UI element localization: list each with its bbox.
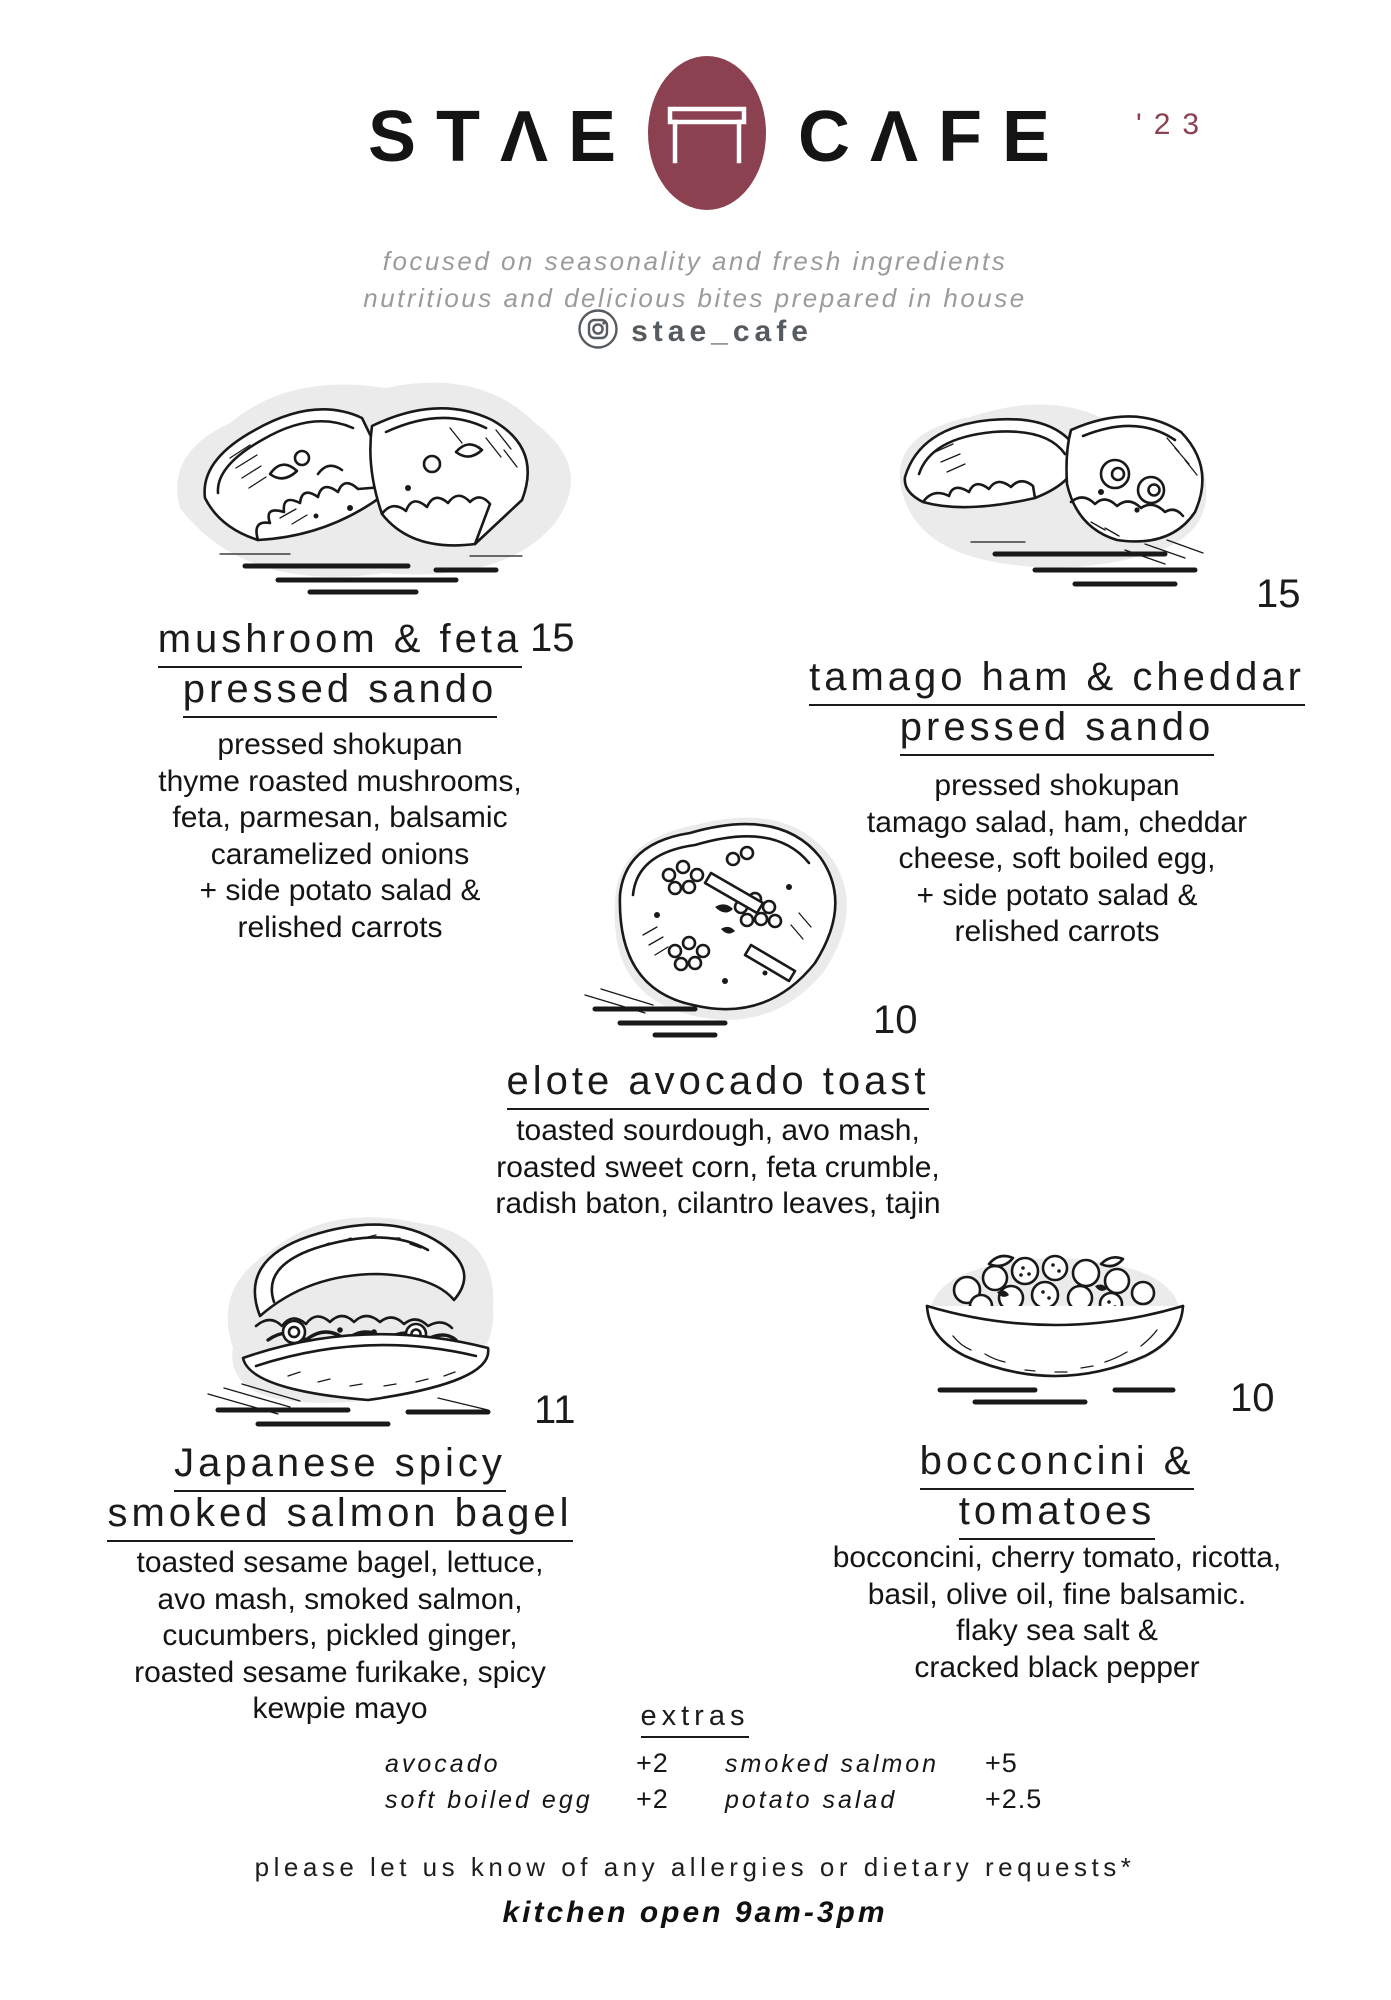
extra-item-price: +2.5 bbox=[985, 1784, 1043, 1814]
kitchen-hours: kitchen open 9am-3pm bbox=[502, 1896, 888, 1929]
bocconcini-bowl-illustration bbox=[905, 1218, 1205, 1419]
year-badge: '23 bbox=[1136, 108, 1212, 141]
salmon-bagel-illustration bbox=[198, 1198, 528, 1441]
description-line: flaky sea salt & bbox=[956, 1614, 1158, 1647]
description-line: avo mash, smoked salmon, bbox=[157, 1582, 523, 1616]
description-line: bocconcini, cherry tomato, ricotta, bbox=[832, 1541, 1282, 1574]
item-title-line: Japanese spicy bbox=[174, 1441, 506, 1492]
description-line: tamago salad, ham, cheddar bbox=[866, 805, 1248, 839]
item-price: 15 bbox=[1256, 572, 1301, 616]
description-line: cracked black pepper bbox=[914, 1650, 1200, 1684]
description-line: toasted sourdough, avo mash, bbox=[516, 1114, 920, 1147]
description-line: thyme roasted mushrooms, bbox=[158, 764, 522, 798]
description-line: pressed shokupan bbox=[217, 728, 463, 761]
extra-item-label: smoked salmon bbox=[725, 1750, 940, 1778]
description-line: + side potato salad & bbox=[916, 878, 1198, 912]
description-line: kewpie mayo bbox=[252, 1692, 428, 1725]
tagline-line-1: focused on seasonality and fresh ingredients bbox=[382, 246, 1008, 276]
extra-item-price: +2 bbox=[636, 1784, 669, 1814]
item-title-line: smoked salmon bagel bbox=[107, 1491, 572, 1542]
description-line: relished carrots bbox=[954, 915, 1160, 948]
item-title bbox=[60, 1438, 620, 1538]
item-price: 10 bbox=[1230, 1376, 1275, 1420]
logo-badge bbox=[648, 56, 766, 210]
pressed-sando-illustration bbox=[150, 368, 610, 613]
item-title-line: bocconcini & bbox=[920, 1439, 1195, 1490]
item-price: 11 bbox=[534, 1388, 576, 1432]
item-title bbox=[90, 614, 590, 714]
description-line: cheese, soft boiled egg, bbox=[898, 842, 1216, 875]
description-line: pressed shokupan bbox=[934, 769, 1180, 802]
instagram-handle: stae_cafe bbox=[631, 314, 813, 348]
instagram-icon bbox=[577, 308, 619, 355]
item-price: 15 bbox=[530, 616, 575, 660]
description-line: cucumbers, pickled ginger, bbox=[162, 1619, 518, 1652]
item-title-line: mushroom & feta bbox=[158, 617, 523, 668]
instagram-row bbox=[445, 308, 945, 355]
item-description bbox=[777, 1540, 1337, 1686]
item-title-line: elote avocado toast bbox=[507, 1059, 930, 1110]
logo-text-cafe: CΛFE bbox=[798, 97, 1071, 177]
description-line: roasted sweet corn, feta crumble, bbox=[496, 1150, 940, 1184]
item-title bbox=[807, 1436, 1307, 1536]
description-line: radish baton, cilantro leaves, tajin bbox=[495, 1187, 941, 1220]
description-line: roasted sesame furikake, spicy bbox=[134, 1655, 546, 1689]
tagline bbox=[295, 243, 1095, 317]
item-title-line: tamago ham & cheddar bbox=[809, 655, 1305, 706]
description-line: relished carrots bbox=[237, 910, 443, 944]
item-description bbox=[90, 727, 590, 946]
allergy-note: please let us know of any allergies or dietary requests* bbox=[254, 1852, 1136, 1882]
tamago-sando-illustration bbox=[875, 382, 1230, 605]
item-title bbox=[468, 1056, 968, 1106]
item-title bbox=[797, 652, 1317, 752]
item-title-line: tomatoes bbox=[959, 1489, 1156, 1540]
extra-item-label: avocado bbox=[385, 1750, 501, 1778]
item-title-line: pressed sando bbox=[183, 667, 497, 718]
extra-item-price: +5 bbox=[985, 1748, 1018, 1778]
item-price: 10 bbox=[873, 998, 918, 1042]
tagline-line-2: nutritious and delicious bites prepared in house bbox=[363, 283, 1027, 313]
extra-item-label: soft boiled egg bbox=[385, 1786, 593, 1814]
extras-title bbox=[595, 1700, 795, 1733]
table-icon bbox=[661, 85, 753, 182]
description-line: caramelized onions bbox=[210, 837, 470, 871]
description-line: + side potato salad & bbox=[199, 874, 481, 907]
extra-item-price: +2 bbox=[636, 1748, 669, 1778]
logo-text-stae: STΛE bbox=[368, 97, 637, 177]
item-title-line: pressed sando bbox=[900, 705, 1214, 756]
description-line: feta, parmesan, balsamic bbox=[172, 801, 508, 834]
extras-title-text: extras bbox=[641, 1700, 750, 1738]
description-line: toasted sesame bagel, lettuce, bbox=[136, 1546, 544, 1579]
elote-toast-illustration bbox=[565, 795, 870, 1052]
description-line: basil, olive oil, fine balsamic. bbox=[867, 1577, 1247, 1611]
extra-item-label: potato salad bbox=[725, 1786, 898, 1814]
item-description bbox=[60, 1545, 620, 1728]
